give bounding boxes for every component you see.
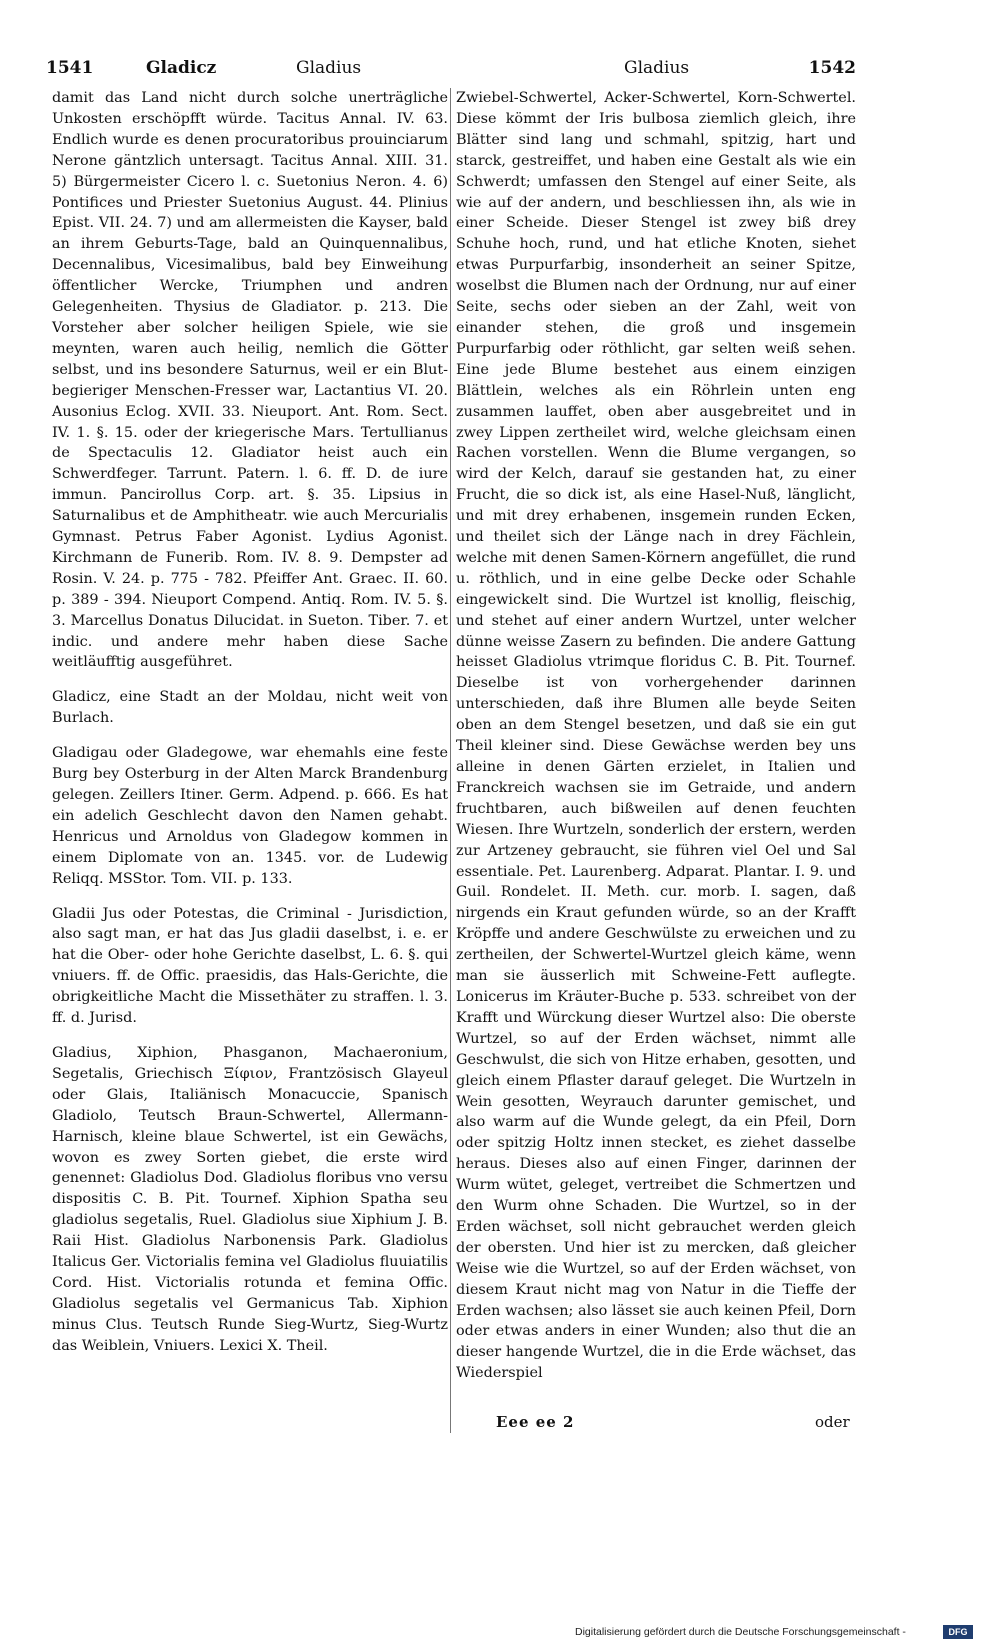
running-title-right: Gladius	[624, 58, 690, 78]
catchword: oder	[815, 1413, 850, 1431]
paragraph-gladius-continued: Zwiebel-Schwertel, Acker-Schwertel, Korn-Schwertel. Diese kömmt der Iris bulbosa ziemlich gleich, ihre Blätter sind lang und schmahl, spitzig, hart und starck, gestreiffet, und haben eine Gestalt als wie ein Schwerdt; umfassen den Stengel auf einer Seite, als wie auf der andern, und beschliessen ihn, als wie in einer Scheide. Dieser Stengel ist zwey biß drey Schuhe hoch, rund, und hat etliche Knoten, siehet etwas Purpurfarbig, insonderheit an seiner Spitze, woselbst die Blumen nach der Ordnung, nur auf einer Seite, sechs oder sieben an der Zahl, weit von einander stehen, die groß und insgemein Purpurfarbig oder röthlicht, gar selten weiß sehen. Eine jede Blume bestehet aus einem einzigen Blättlein, welches als ein Röhrlein unten eng zusammen lauffet, oben aber ausgebreitet und in zwey Lippen zertheilet wird, welche gleichsam einen Rachen vorstellen. Wenn die Blume vergangen, so wird der Kelch, darauf sie gestanden hat, zu einer Frucht, die so dick ist, als eine Hasel-Nuß, länglicht, und mit drey erhabenen, insgemein runden Ecken, und theilet sich der Länge nach in drey Fächlein, welche mit denen Samen-Körnern angefüllet, die rund u. röthlich, und in eine gelbe Decke oder Schahle eingewickelt sind. Die Wurtzel ist knollig, fleischig, und stehet auf einer andern Wurtzel, unter welcher dünne weisse Zasern zu befinden. Die andere Gattung heisset Gladiolus vtrimque floridus C. B. Pit. Tournef. Dieselbe ist von vorhergehender darinnen unterschieden, daß ihre Blumen alle beyde Seiten oben an dem Stengel besetzen, und daß sie ein gut Theil kleiner sind. Diese Gewächse werden bey uns alleine in denen Gärten erzielet, in Italien und Franckreich wachsen sie im Getraide, und andern fruchtbaren, auch bißweilen auf denen feuchten Wiesen. Ihre Wurtzeln, sonderlich der erstern, werden zur Artzeney gebraucht, sie führen viel Oel und Sal essentiale. Pet. Laurenberg. Adparat. Plantar. I. 9. und Guil. Rondelet. II. Meth. cur. morb. I. sagen, daß nirgends ein Kraut gefunden würde, so an der Krafft Kröpffe und andere Geschwülste zu erweichen und zu zertheilen, der Schwertel-Wurtzel gleich käme, wenn man sie äusserlich mit Schweine-Fett auflegte. Lonicerus im Kräuter-Buche p. 533. schreibet von der Krafft und Würckung dieser Wurtzel also: Die oberste Wurtzel, so auf der Erden wächset, nimmt alle Geschwulst, die sich von Hitze erhaben, gesotten, und gleich einem Pflaster darauf geleget. Die Wurtzeln in Wein gesotten, Weyrauch darunter gemischet, und also warm auf die Wunde gelegt, da ein Pfeil, Dorn oder spitzig Holtz innen stecket, es ziehet dasselbe heraus. Dieses also auf einen Finger, darinnen der Wurm wütet, geleget, vertreibet die Schmertzen und den Wurm ohne Schaden. Die Wurtzel, so in der Erden wächset, soll nicht gebrauchet werden gleich der obersten. Und hier ist zu mercken, daß gleicher Weise wie die Wurtzel, so auf der Erden wächset, von diesem Kraut nicht mag von Natur in die Tieffe der Erden wachsen; also lässet sie auch keinen Pfeil, Dorn oder etwas anders in einer Wunden; also thut die an dieser hangende Wurtzel, die in die Erde wächset, das Wiederspiel	[456, 90, 856, 1382]
dfg-logo: DFG	[943, 1625, 973, 1639]
page-number-right: 1542	[808, 58, 856, 78]
paragraph-continuation: damit das Land nicht durch solche unerträgliche Unkosten erschöpfft würde. Tacitus Annal. IV. 63. Endlich wurde es denen procuratoribus prouinciarum Nerone gäntzlich untersagt. Tacitus Annal. XIII. 31. 5) Bürgermeister Cicero l. c. Suetonius Neron. 4. 6) Pontifices und Priester Suetonius August. 44. Plinius Epist. VII. 24. 7) und am allermeisten die Kayser, bald an ihrem Geburts-Tage, bald an Quinquennalibus, Decennalibus, Vicesimalibus, bald bey Einweihung öffentlicher Wercke, Triumphen und andren Gelegenheiten. Thysius de Gladiator. p. 213. Die Vorsteher aber solcher heiligen Spiele, wie sie meynten, waren auch heilig, nemlich die Götter selbst, und ins besondere Saturnus, weil er ein Blut-begieriger Menschen-Fresser war, Lactantius VI. 20. Ausonius Eclog. XVII. 33. Nieuport. Ant. Rom. Sect. IV. 1. §. 15. oder der kriegerische Mars. Tertullianus de Spectaculis 12. Gladiator heist auch ein Schwerdfeger. Tarrunt. Patern. l. 6. ff. D. de iure immun. Pancirollus Corp. art. §. 35. Lipsius in Saturnalibus et de Amphitheatr. wie auch Mercurialis Gymnast. Petrus Faber Agonist. Lydius Agonist. Kirchmann de Funerib. Rom. IV. 8. 9. Dempster ad Rosin. V. 24. p. 775 - 782. Pfeiffer Ant. Graec. II. 60. p. 389 - 394. Nieuport Compend. Antiq. Rom. IV. 5. §. 3. Marcellus Donatus Dilucidat. in Sueton. Tiber. 7. et indic. und andere mehr haben diese Sache weitläufftig ausgeführet.	[52, 90, 448, 671]
header-keyword-left: Gladicz	[146, 58, 217, 78]
left-column	[52, 88, 448, 1357]
page-number-left: 1541	[46, 58, 94, 78]
entry-gladius: Gladius, Xiphion, Phasganon, Machaeronium, Segetalis, Griechisch Ξίφιον, Frantzösisch Glayeul oder Glais, Italiänisch Monacuccie, Spanisch Gladiolo, Teutsch Braun-Schwertel, Allermann-Harnisch, kleine blaue Schwertel, ist ein Gewächs, wovon es zwey Sorten giebet, die erste wird genennet: Gladiolus Dod. Gladiolus floribus vno versu dispositis C. B. Pit. Tournef. Xiphion Spatha seu gladiolus segetalis, Ruel. Gladiolus siue Xiphium J. B. Raii Hist. Gladiolus Narbonensis Park. Gladiolus Italicus Ger. Victorialis femina vel Gladiolus fluuiatilis Cord. Hist. Victorialis rotunda et femina Offic. Gladiolus segetalis vel Germanicus Tab. Xiphion minus Clus. Teutsch Runde Sieg-Wurtz, Sieg-Wurtz das Weiblein, Vniuers. Lexici X. Theil.	[52, 1044, 448, 1354]
right-column	[456, 88, 856, 1384]
digitization-footer	[575, 1624, 985, 1642]
signature-mark: Eee ee 2	[496, 1413, 575, 1431]
entry-gladicz: Gladicz, eine Stadt an der Moldau, nicht weit von Burlach.	[52, 689, 448, 727]
column-divider	[450, 88, 451, 1433]
entry-gladigau: Gladigau oder Gladegowe, war ehemahls eine feste Burg bey Osterburg in der Alten Marck Brandenburg gelegen. Zeillers Itiner. Germ. Adpend. p. 666. Es hat ein adelich Geschlecht davon den Namen gehabt. Henricus und Arnoldus von Gladegow kommen in einem Diplomate von an. 1345. vor. de Ludewig Reliqq. MSStor. Tom. VII. p. 133.	[52, 745, 448, 887]
footer-text: Digitalisierung gefördert durch die Deutsche Forschungsgemeinschaft -	[575, 1626, 906, 1638]
running-header	[46, 58, 856, 82]
entry-gladii-jus: Gladii Jus oder Potestas, die Criminal - Jurisdiction, also sagt man, er hat das Jus gladii daselbst, i. e. er hat die Ober- oder hohe Gerichte daselbst, L. 6. §. qui vniuers. ff. de Offic. praesidis, das Hals-Gerichte, die obrigkeitliche Macht die Missethäter zu straffen. l. 3. ff. d. Jurisd.	[52, 905, 448, 1027]
running-title-left: Gladius	[296, 58, 362, 78]
